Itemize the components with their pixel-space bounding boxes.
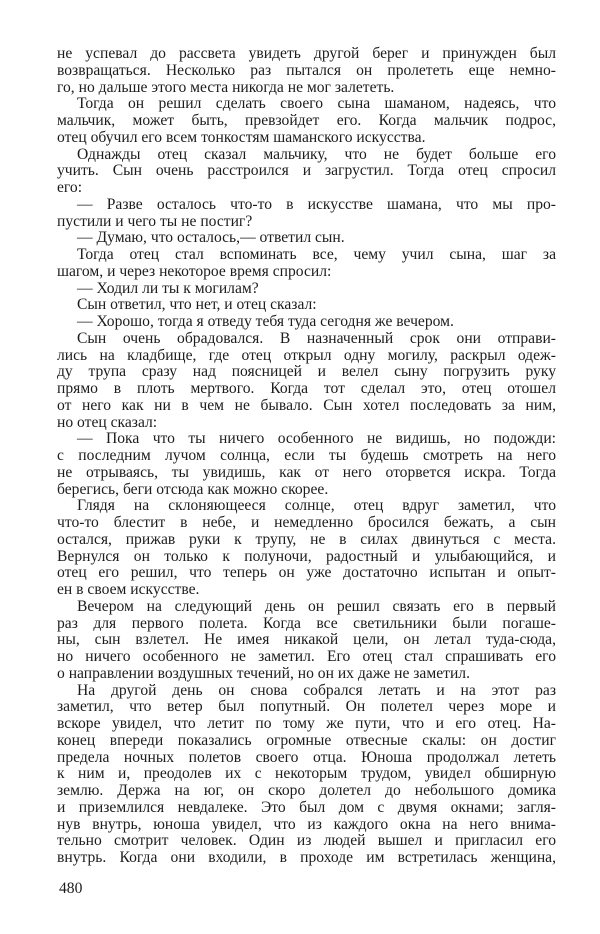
text-line: берегись, беги отсюда как можно скорее. <box>57 481 329 498</box>
text-line: что-то блестит в небе, и немедленно бросился бежать, а сын <box>57 515 556 531</box>
text-line: ны, сын взлетел. Не имея никакой цели, он летал туда-сюда, <box>57 632 556 649</box>
text-line: ду трупа сразу над поясницей и велел сыну погрузить руку <box>57 364 556 381</box>
text-line: На другой день он снова собрался летать и на этот раз <box>77 682 556 699</box>
text-line: вскоре увидел, что летит по тому же пути, что и его отец. На- <box>57 716 556 732</box>
text-line: предела ночных полетов своего отца. Юноша продолжал лететь <box>57 749 556 766</box>
text-line: тельно смотрит человек. Один из людей вышел и пригласил его <box>57 833 556 850</box>
text-line: от него как ни в чем не бывало. Сын хотел последовать за ним, <box>57 397 556 414</box>
text-line: — Хорошо, тогда я отведу тебя туда сегодня же вечером. <box>77 314 454 330</box>
text-line: но отец сказал: <box>57 414 158 431</box>
text-line: Сын ответил, что нет, и отец сказал: <box>77 297 317 314</box>
page-text <box>57 46 556 867</box>
text-line: — Думаю, что осталось,— ответил сын. <box>77 230 345 247</box>
text-line: с последним лучом солнца, если ты будешь смотреть на него <box>57 448 556 464</box>
text-line: лись на кладбище, где отец открыл одну могилу, раскрыл одеж- <box>57 347 556 364</box>
text-line: мальчик, может быть, превзойдет его. Когда мальчик подрос, <box>57 113 556 129</box>
text-line: о направлении воздушных течений, но он их даже не заметил. <box>57 665 470 682</box>
text-line: Сын очень обрадовался. В назначенный срок они отправи- <box>77 330 556 347</box>
text-line: — Разве осталось что-то в искусстве шамана, что мы про- <box>77 196 556 213</box>
text-line: но ничего особенного не заметил. Его отец стал спрашивать его <box>57 649 556 665</box>
text-line: раз для первого полета. Когда все светильники были погаше- <box>57 615 556 632</box>
text-line: — Пока что ты ничего особенного не видишь, но подожди: <box>77 431 556 448</box>
text-line: к ним и, преодолев их с некоторым трудом, увидел обширную <box>57 766 556 783</box>
text-line: возвращаться. Несколько раз пытался он пролететь еще немно- <box>57 62 556 79</box>
text-line: не успевал до рассвета увидеть другой берег и принужден был <box>57 46 556 62</box>
text-line: внутрь. Когда они входили, в проходе им встретилась женщина, <box>57 850 556 866</box>
text-line: конец впереди показались огромные отвесные скалы: он достиг <box>57 732 556 749</box>
text-line: Глядя на склоняющееся солнце, отец вдруг заметил, что <box>77 498 556 515</box>
text-line: го, но дальше этого места никогда не мог залететь. <box>57 79 395 96</box>
text-line: прямо в плоть мертвого. Когда тот сделал это, отец отошел <box>57 381 556 397</box>
page-number: 480 <box>59 880 83 897</box>
text-line: ен в своем искусстве. <box>57 582 200 598</box>
text-line: нув внутрь, юноша увидел, что из каждого окна на него внима- <box>57 816 556 833</box>
text-line: остался, прижав руки к трупу, не в силах двинуться с места. <box>57 531 556 548</box>
text-line: Тогда отец стал вспоминать все, чему учил сына, шаг за <box>77 247 556 263</box>
text-line: Вернулся он только к полуночи, радостный и улыбающийся, и <box>57 548 556 565</box>
text-line: шагом, и через некоторое время спросил: <box>57 263 332 280</box>
text-line: Тогда он решил сделать своего сына шаманом, надеясь, что <box>77 96 556 113</box>
text-line: отец его решил, что теперь он уже достаточно испытан и опыт- <box>57 565 556 582</box>
text-line: Вечером на следующий день он решил связать его в первый <box>77 598 556 615</box>
text-line: отец обучил его всем тонкостям шаманского искусства. <box>57 129 426 146</box>
text-line: — Ходил ли ты к могилам? <box>77 280 259 297</box>
text-line: и приземлился невдалеке. Это был дом с двумя окнами; загля- <box>57 799 556 816</box>
text-line: землю. Держа на юг, он скоро долетел до небольшого домика <box>57 783 556 799</box>
text-line: пустили и чего ты не постиг? <box>57 213 253 230</box>
text-line: заметил, что ветер был попутный. Он полетел через море и <box>57 699 556 716</box>
text-line: его: <box>57 180 83 196</box>
text-line: Однажды отец сказал мальчику, что не будет больше его <box>77 146 556 163</box>
text-line: не отрываясь, ты увидишь, как от него оторвется искра. Тогда <box>57 464 556 481</box>
text-line: учить. Сын очень расстроился и загрустил. Тогда отец спросил <box>57 163 556 180</box>
